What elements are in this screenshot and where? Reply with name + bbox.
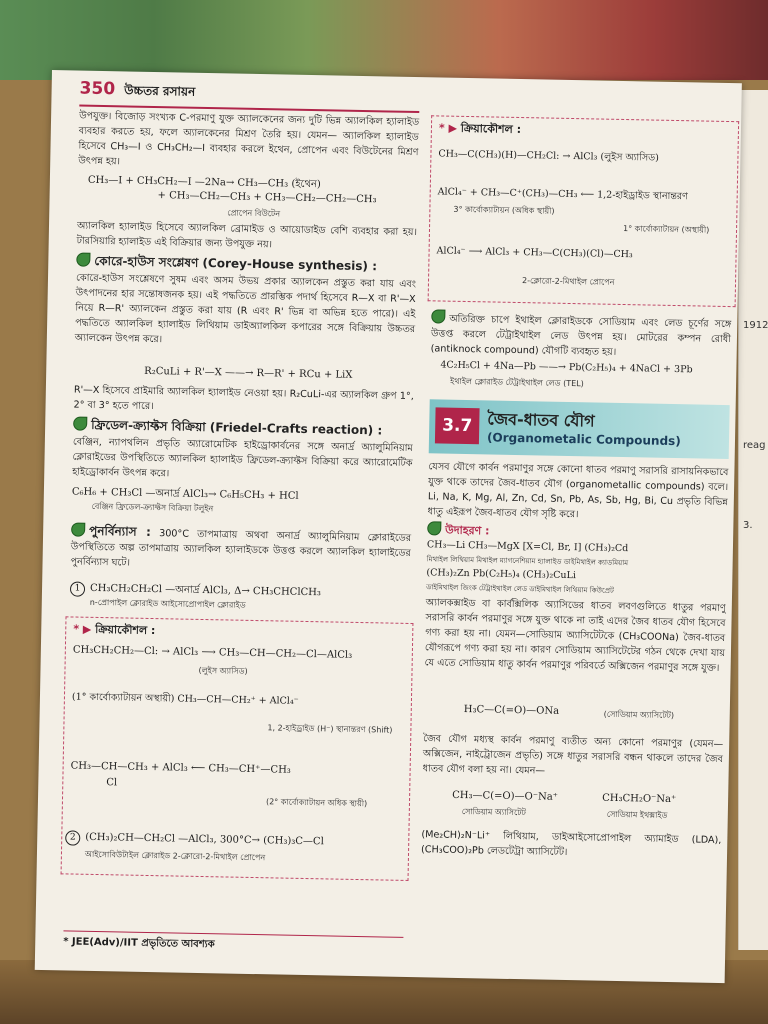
- mechanism-step-1: CH₃CH₂CH₂—Cl: → AlCl₃ ⟶ CH₃—CH—CH₂—Cl—AlCl₃: [72, 644, 353, 661]
- step-number: 2: [65, 830, 80, 845]
- acetate-label: (সোডিয়াম অ্যাসিটেট): [603, 709, 675, 721]
- corey-paragraph: কোরে-হাউস সংশ্লেষণে সুষম এবং অসম উভয় প্রকার অ্যালকেন প্রস্তুত করা যায় এবং উৎপাদনের হার সন্তোষজনক হয়। এই পদ্ধতিতে প্রারম্ভিক পদার্থ হিসেবে R—X বা R'—X নিয়ে R—R' অ্যালকেন প্রস্তুত করা যায় (R এবং R' ভিন্ন বা অভিন্ন হতে পারে)। এই পদ্ধতিতে অ্যালকিল হ্যালাইড লিথিয়াম ডাইঅ্যালকিল কপারের সঙ্গে বিক্রিয়ায় উচ্চতর অ্যালকেন উৎপন্ন করে।: [74, 272, 417, 346]
- rearrangement-heading: পুনর্বিন্যাস :: [89, 523, 151, 539]
- page-title: উচ্চতর রসায়ন: [124, 83, 196, 99]
- friedel-crafts-heading: ফ্রিডেল-ক্র্যাফ্টস বিক্রিয়া (Friedel-Crafts reaction) :: [73, 416, 382, 442]
- background-fabric: [0, 0, 768, 80]
- wurtz-equation-2: + CH₃—CH₂—CH₃ + CH₃—CH₂—CH₂—CH₃: [157, 190, 377, 206]
- example-sodium-ethoxide-label: সোডিয়াম ইথক্সাইড: [606, 809, 668, 820]
- hydride-shift-label: 1, 2-হাইড্রাইড (H⁻) স্থানান্তরণ (Shift): [267, 723, 393, 735]
- primary-cation-label: 1° কার্বোক্যাটায়ন (অস্থায়ী): [622, 223, 710, 235]
- wurtz-note: অ্যালকিল হ্যালাইড হিসেবে অ্যালকিল ব্রোমাইড ও আয়োডাইড বেশি ব্যবহার করা হয়। টারসিয়ারি হ্যালাইড এই বিক্রিয়ার জন্য উপযুক্ত নয়।: [76, 220, 418, 251]
- organometallic-definition: যেসব যৌগে কার্বন পরমাণুর সঙ্গে কোনো ধাতব পরমাণু সরাসরি রাসায়নিকভাবে যুক্ত থাকে তাদের জৈব-ধাতব যৌগ (organometallic compounds) বলে। Li, Na, K, Mg, Al, Zn, Cd, Sn, Pb, As, Sb, Hg, Bi, Cu প্রভৃতি বিভিন্ন ধাতু এইরূপ জৈব-ধাতব যৌগ সৃষ্টি করে।: [427, 461, 729, 521]
- mechanism-title: * ▶ ক্রিয়াকৌশল :: [438, 121, 522, 137]
- examples-row-2: (CH₃)₂Zn Pb(C₂H₅)₄ (CH₃)₂CuLi: [426, 567, 577, 582]
- mechanism-step-3: CH₃—CH—CH₃ + AlCl₃ ⟵ CH₃—CH⁺—CH₃: [70, 760, 291, 776]
- leaf-icon: [71, 522, 85, 536]
- corey-equation: R₂CuLi + R'—X ——→ R—R' + RCu + LiX: [144, 365, 353, 381]
- lda-paragraph: (Me₂CH)₂N⁻Li⁺ লিথিয়াম, ডাইআইসোপ্রোপাইল অ্যামাইড (LDA), (CH₃COO)₂Pb লেডটেট্রা অ্যাসিটেট।: [420, 829, 722, 859]
- secondary-cation-label: (2° কার্বোক্যাটায়ন অধিক স্থায়ী): [265, 797, 368, 809]
- wurtz-labels: প্রোপেন বিউটেন: [227, 208, 281, 219]
- lewis-acid-label: (লুইস অ্যাসিড): [198, 665, 248, 676]
- corey-heading: কোরে-হাউস সংশ্লেষণ (Corey-House synthesis) :: [76, 253, 377, 279]
- example-sodium-acetate-label: সোডিয়াম অ্যাসিটেট: [461, 807, 527, 818]
- rearrangement-paragraph: পুনর্বিন্যাস : 300°C তাপমাত্রায় অথবা অনার্দ্র অ্যালুমিনিয়াম ক্লোরাইডের উপস্থিতিতে অল্প তাপমাত্রায় অ্যালকিল হ্যালাইডকে উত্তপ্ত করলে অ্যালকিল হ্যালাইডের পুনর্বিন্যাস ঘটে।: [70, 523, 412, 569]
- example-sodium-acetate: CH₃—C(=O)—O⁻Na⁺: [452, 789, 559, 803]
- friedel-crafts-paragraph: বেঞ্জিন, ন্যাপথলিন প্রভৃতি অ্যারোমেটিক হাইড্রোকার্বনের সঙ্গে অনার্দ্র অ্যালুমিনিয়াম ক্লোরাইডের উপস্থিতিতে অ্যালকিল হ্যালাইড ফ্রিডেল-ক্র্যাফ্টস বিক্রিয়া করে অ্যারোমেটিক হাইড্রোকার্বন উৎপন্ন করে।: [72, 436, 413, 480]
- leaf-icon: [427, 521, 441, 535]
- next-page-text: 1912: [743, 320, 768, 331]
- page-number: 350: [79, 78, 116, 100]
- product-label: 2-ক্লোরো-2-মিথাইল প্রোপেন: [521, 276, 615, 287]
- example-sodium-ethoxide: CH₃CH₂O⁻Na⁺: [602, 792, 677, 806]
- rearrangement-equation-2: 2 (CH₃)₂CH—CH₂Cl —AlCl₃, 300°C→ (CH₃)₃C—Cl: [65, 830, 324, 850]
- leaf-icon: [431, 309, 445, 323]
- next-page-text: 3.: [743, 520, 753, 531]
- examples-row-1-labels: মিথাইল লিথিয়াম মিথাইল ম্যাগনেশিয়াম হ্যালাইড ডাইমিথাইল ক্যাডমিয়াম: [426, 555, 629, 568]
- mechanism-step-1: CH₃—C(CH₃)(H)—CH₂Cl: → AlCl₃ (লুইস অ্যাসিড): [438, 148, 659, 164]
- wurtz-equation-1: CH₃—I + CH₃CH₂—I —2Na→ CH₃—CH₃ (ইথেন): [87, 174, 321, 191]
- section-subtitle: (Organometalic Compounds): [486, 430, 681, 449]
- chloride-label: Cl: [106, 777, 118, 789]
- rearrangement-labels-1: n-প্রোপাইল ক্লোরাইড আইসোপ্রোপাইল ক্লোরাইড: [89, 597, 246, 610]
- next-page-text: reag: [743, 440, 766, 451]
- step-number: 1: [70, 581, 85, 596]
- examples-row-2-labels: ডাইমিথাইল জিংক টেট্রাইথাইল লেড ডাইমিথাইল লিথিয়াম কিউপ্রেট: [426, 583, 614, 595]
- mechanism-title: * ▶ ক্রিয়াকৌশল :: [73, 622, 156, 638]
- examples-row-1: CH₃—Li CH₃—MgX [X=Cl, Br, I] (CH₃)₂Cd: [426, 539, 629, 555]
- acetate-paragraph: অ্যালকক্সাইড বা কার্বক্সিলিক অ্যাসিডের ধাতব লবণগুলিতে ধাতুর পরমাণু সরাসরি কার্বন পরমাণুর সঙ্গে যুক্ত থাকে না তাই এদের জৈব ধাতব যৌগ হিসেবে গণ্য করা হয় না। যেমন—সোডিয়াম অ্যাসিটেটকে (CH₃COONa) জৈব-ধাতব যৌগরূপে গণ্য করা হয় না। কারণ সোডিয়াম অ্যাসিটেটের গঠন থেকে দেখা যায় যে এতে সোডিয়াম ধাতু কার্বন পরমাণুর পরিবর্তে অক্সিজেন পরমাণুর সঙ্গে যুক্ত।: [424, 597, 726, 674]
- friedel-crafts-labels: বেঞ্জিন ফ্রিডেল-ক্র্যাফ্টস বিক্রিয়া টলুইন: [91, 501, 214, 514]
- rearrangement-labels-2: আইসোবিউটাইল ক্লোরাইড 2-ক্লোরো-2-মিথাইল প্রোপেন: [84, 849, 266, 863]
- tertiary-cation-label: 3° কার্বোক্যাটায়ন (অধিক স্থায়ী): [453, 204, 555, 216]
- leaf-icon: [73, 416, 87, 430]
- tel-paragraph: অতিরিক্ত চাপে ইথাইল ক্লোরাইডকে সোডিয়াম এবং লেড চূর্ণের সঙ্গে উত্তপ্ত করলে টেট্রাইথাইল লেড উৎপন্ন হয়। মোটরের কম্পন রোধী (antiknock compound) যৌগটি ব্যবহৃত হয়।: [431, 309, 732, 362]
- mechanism-step-2: (1° কার্বোক্যাটায়ন অস্থায়ী) CH₃—CH—CH₂⁺ + AlCl₄⁻: [71, 691, 299, 707]
- examples-heading: উদাহরণ :: [427, 521, 490, 541]
- section-title: জৈব-ধাতব যৌগ: [487, 409, 595, 431]
- intro-paragraph: উপযুক্ত। বিজোড় সংখ্যক C-পরমাণু যুক্ত অ্যালকেনের জন্য দুটি ভিন্ন অ্যালকিল হ্যালাইড ব্যবহার করতে হয়, ফলে অ্যালকেনের মিশ্রণ তৈরি হয়। যেমন— অ্যালকিল হ্যালাইড হিসেবে CH₃—I ও CH₃CH₂—I ব্যবহার করলে ইথেন, প্রোপেন এবং বিউটেনের মিশ্রণ উৎপন্ন হয়।: [78, 110, 420, 168]
- mechanism-step-3: AlCl₄⁻ ⟶ AlCl₃ + CH₃—C(CH₃)(Cl)—CH₃: [436, 245, 633, 261]
- next-page-edge: [738, 90, 768, 950]
- non-organometallic-paragraph: জৈব যৌগ মধ্যস্থ কার্বন পরমাণু ব্যতীত অন্য কোনো পরমাণুর (যেমন— অক্সিজেন, নাইট্রোজেন প্রভৃতি) সঙ্গে ধাতুর সরাসরি বন্ধন থাকলে তাদের জৈব ধাতব যৌগ বলা হয় না। যেমন—: [422, 733, 724, 777]
- mechanism-step-2: AlCl₄⁻ + CH₃—C⁺(CH₃)—CH₃ ⟵ 1,2-হাইড্রাইড স্থানান্তরণ: [437, 186, 688, 203]
- page-header: [79, 79, 419, 114]
- friedel-crafts-equation: C₆H₆ + CH₃Cl —অনার্দ্র AlCl₃→ C₆H₅CH₃ + HCl: [71, 486, 299, 502]
- acetate-structure: H₃C—C(=O)—ONa: [463, 704, 560, 717]
- section-banner: [429, 399, 730, 459]
- book-page: [35, 70, 742, 983]
- corey-note: R'—X হিসেবে প্রাইমারি অ্যালকিল হ্যালাইড নেওয়া হয়। R₂CuLi-এর অ্যালকিল গ্রুপ 1°, 2° বা 3° হতে পারে।: [73, 384, 414, 413]
- rearrangement-equation-1: 1 CH₃CH₂CH₂Cl —অনার্দ্র AlCl₃, Δ→ CH₃CHClCH₃: [70, 580, 321, 602]
- leaf-icon: [76, 253, 90, 267]
- section-number: 3.7: [435, 407, 480, 444]
- page-footer: * JEE(Adv)/IIT প্রভৃতিতে আবশ্যক: [63, 930, 403, 958]
- tel-labels: ইথাইল ক্লোরাইড টেট্রাইথাইল লেড (TEL): [450, 376, 584, 389]
- tel-equation: 4C₂H₅Cl + 4Na—Pb ——→ Pb(C₂H₅)₄ + 4NaCl + 3Pb: [440, 359, 693, 376]
